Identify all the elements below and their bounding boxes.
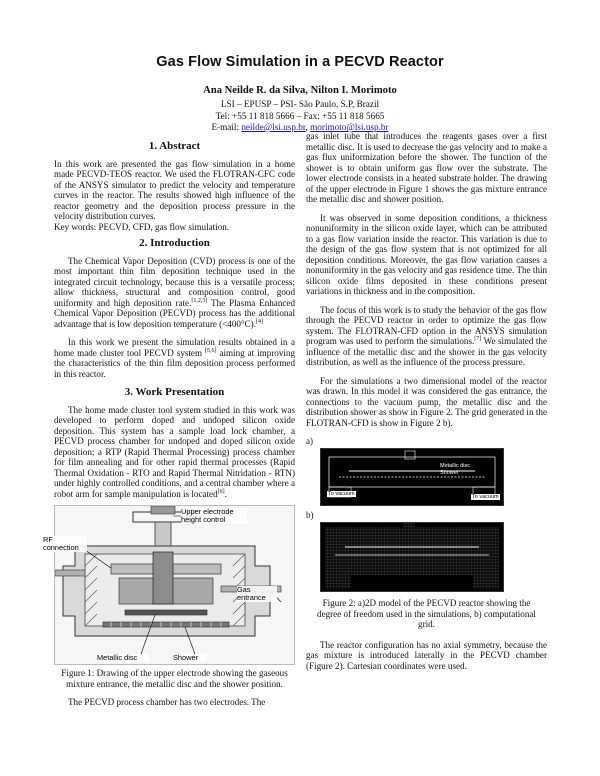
computational-grid-graphic — [321, 523, 503, 591]
figure-2a-letter: a) — [306, 436, 313, 446]
intro-paragraph-2 — [54, 337, 295, 379]
figure-2b-grid — [320, 522, 504, 592]
figure-2b-letter: b) — [306, 510, 314, 520]
citation: [1,2,3] — [191, 297, 208, 304]
fig2a-label-vacuum-right: To vacuum — [472, 494, 499, 500]
left-column — [43, 136, 296, 716]
abstract-text: In this work are presented the gas flow simulation in a home made PECVD-TEOS reactor. We used the FLOTRAN-CFC code of the ANSYS simulator to predict the velocity and temperature curves in the reactor. The results showed high influence of the reactor geometry and the deposition process pressure in the velocity distribution curves. — [54, 158, 295, 221]
work-paragraph-1 — [54, 405, 295, 500]
paper-title: Gas Flow Simulation in a PECVD Reactor — [156, 54, 444, 70]
figure-2b-panel — [306, 510, 547, 592]
label-upper-electrode: Upper electrode height control — [181, 508, 247, 524]
label-rf-connection: RF connection — [43, 536, 87, 552]
figure-1-caption: Figure 1: Drawing of the upper electrode showing the gaseous mixture entrance, the metallic disc and the shower position. — [61, 668, 288, 689]
email-separator: , — [305, 122, 311, 132]
intro-paragraph-1 — [54, 256, 295, 330]
right-paragraph-1: gas inlet tube that introduces the reagents gases over a first metallic disc. It is used to decrease the gas velocity and to make a gas flux uniformization before the shower. The function of the shower is to obtain uniform gas flow over the substrate. The lower electrode consists in a heated substrate holder. The drawing of the upper electrode in Figure 1 shows the gas mixture entrance the metallic disc and shower position. — [306, 131, 547, 204]
citation: [5,6] — [204, 347, 217, 354]
right-p3-text: The focus of this work is to study the behavior of the gas flow through the PECVD reactor in order to optimize the gas flow system. The FLOTRAN-CFD option in the ANSYS simulation program was used to perform the simulations. — [306, 304, 547, 346]
right-paragraph-3 — [306, 305, 547, 368]
keywords: Key words: PECVD, CFD, gas flow simulation. — [54, 221, 230, 232]
work-p1-text: The home made cluster tool system studied in this work was developed to perform doped and undoped silicon oxide deposition. This system has a sample load lock chamber, a PECVD process chamber for undoped and doped silicon oxide deposition; a RTP (Rapid Thermal Processing) process chamber for film annealing and for other rapid thermal processes (Rapid Thermal Oxidation - RTO and Rapid Thermal Nitridation - RTN) under highly controlled conditions, and a central chamber where a robot arm for sample manipulation is located — [54, 404, 295, 499]
figure-2a-panel — [306, 436, 547, 506]
work-presentation-heading: 3. Work Presentation — [124, 386, 225, 398]
fig2a-label-vacuum-left: To vacuum — [328, 491, 355, 497]
intro-p1-cont: The Plasma Enhanced Chemical Vapor Deposition (PECVD) process has the additional advantage that is low deposition temperature (<400°C). — [54, 297, 296, 329]
citation: [4] — [255, 318, 263, 325]
figure-2-caption: Figure 2: a)2D model of the PECVD reactor showing the degree of freedom used in the simulations, b) computational grid. — [317, 598, 536, 629]
right-paragraph-5: The reactor configuration has no axial symmetry, because the gas mixture is introduced laterally in the PECVD chamber (Figure 2). Cartesian coordinates were used. — [306, 639, 547, 671]
figure-2a-model — [320, 448, 504, 506]
introduction-heading: 2. Introduction — [139, 237, 210, 249]
label-gas-entrance: Gas entrance — [237, 586, 277, 602]
email-link-neilde[interactable]: neilde@lsi.usp.br — [241, 122, 306, 132]
affiliation: LSI – EPUSP – PSI- São Paulo, S.P, Brazil — [220, 99, 380, 109]
email-prefix: E-mail: — [211, 122, 242, 132]
right-column — [306, 131, 547, 679]
label-metallic-disc: Metallic disc — [97, 654, 149, 662]
figure-1-electrode-drawing — [43, 505, 295, 665]
intro-p2-text: In this work we present the simulation results obtained in a home made cluster tool PECVD system — [54, 337, 295, 358]
email-link-morimoto[interactable]: morimoto@lsi.usp.br — [310, 122, 389, 132]
intro-p1-text: The Chemical Vapor Deposition (CVD) process is one of the most important thin film deposition technique used in the integrated circuit technology, because this is a versatile process; allow thickness, structural and composition control, good uniformity and high deposition rate. — [54, 255, 295, 308]
authors: Ana Neilde R. da Silva, Nilton I. Morimoto — [203, 85, 397, 96]
citation: [7] — [474, 335, 482, 342]
left-column-continuation: The PECVD process chamber has two electrodes. The — [68, 697, 266, 707]
contact-phone: Tel: +55 11 818 5666 – Fax: +55 11 818 5665 — [215, 111, 385, 121]
electrode-drawing-graphic — [55, 506, 294, 664]
work-p1-end: . — [224, 488, 227, 499]
label-shower: Shower — [173, 654, 207, 662]
fig2a-label-disc: Metallic disc — [440, 463, 470, 469]
right-paragraph-4: For the simulations a two dimensional model of the reactor was drawn. In this model it was considered the gas entrance, the connections to the vacuum pump, the metallic disc and the distribution shower as show in Figure 2. The grid generated in the FLOTRAN-CFD is show in Figure 2 b). — [306, 375, 547, 428]
citation: [6] — [217, 488, 225, 495]
intro-p2-cont: aiming at improving the characteristics of the thin film deposition process performed in this reactor. — [54, 347, 296, 379]
abstract-heading: 1. Abstract — [148, 140, 201, 152]
right-paragraph-2: It was observed in some deposition conditions, a thickness nonuniformity in the silicon oxide layer, which can be attributed to a gas flow variation inside the reactor. This variation is due to the design of the gas flow system that is not optimized for all deposition conditions. Moreover, the gas flow variation causes a nonuniformity in the gas velocity and gas residence time. The thin silicon oxide films deposited in these conditions present variations in thickness and in the composition. — [306, 212, 548, 296]
right-p3-cont: We simulated the influence of the metallic disc and the shower in the gas velocity distribution, as well as the influence of the process pressure. — [306, 336, 547, 367]
fig2a-label-shower: Shower — [440, 470, 459, 476]
